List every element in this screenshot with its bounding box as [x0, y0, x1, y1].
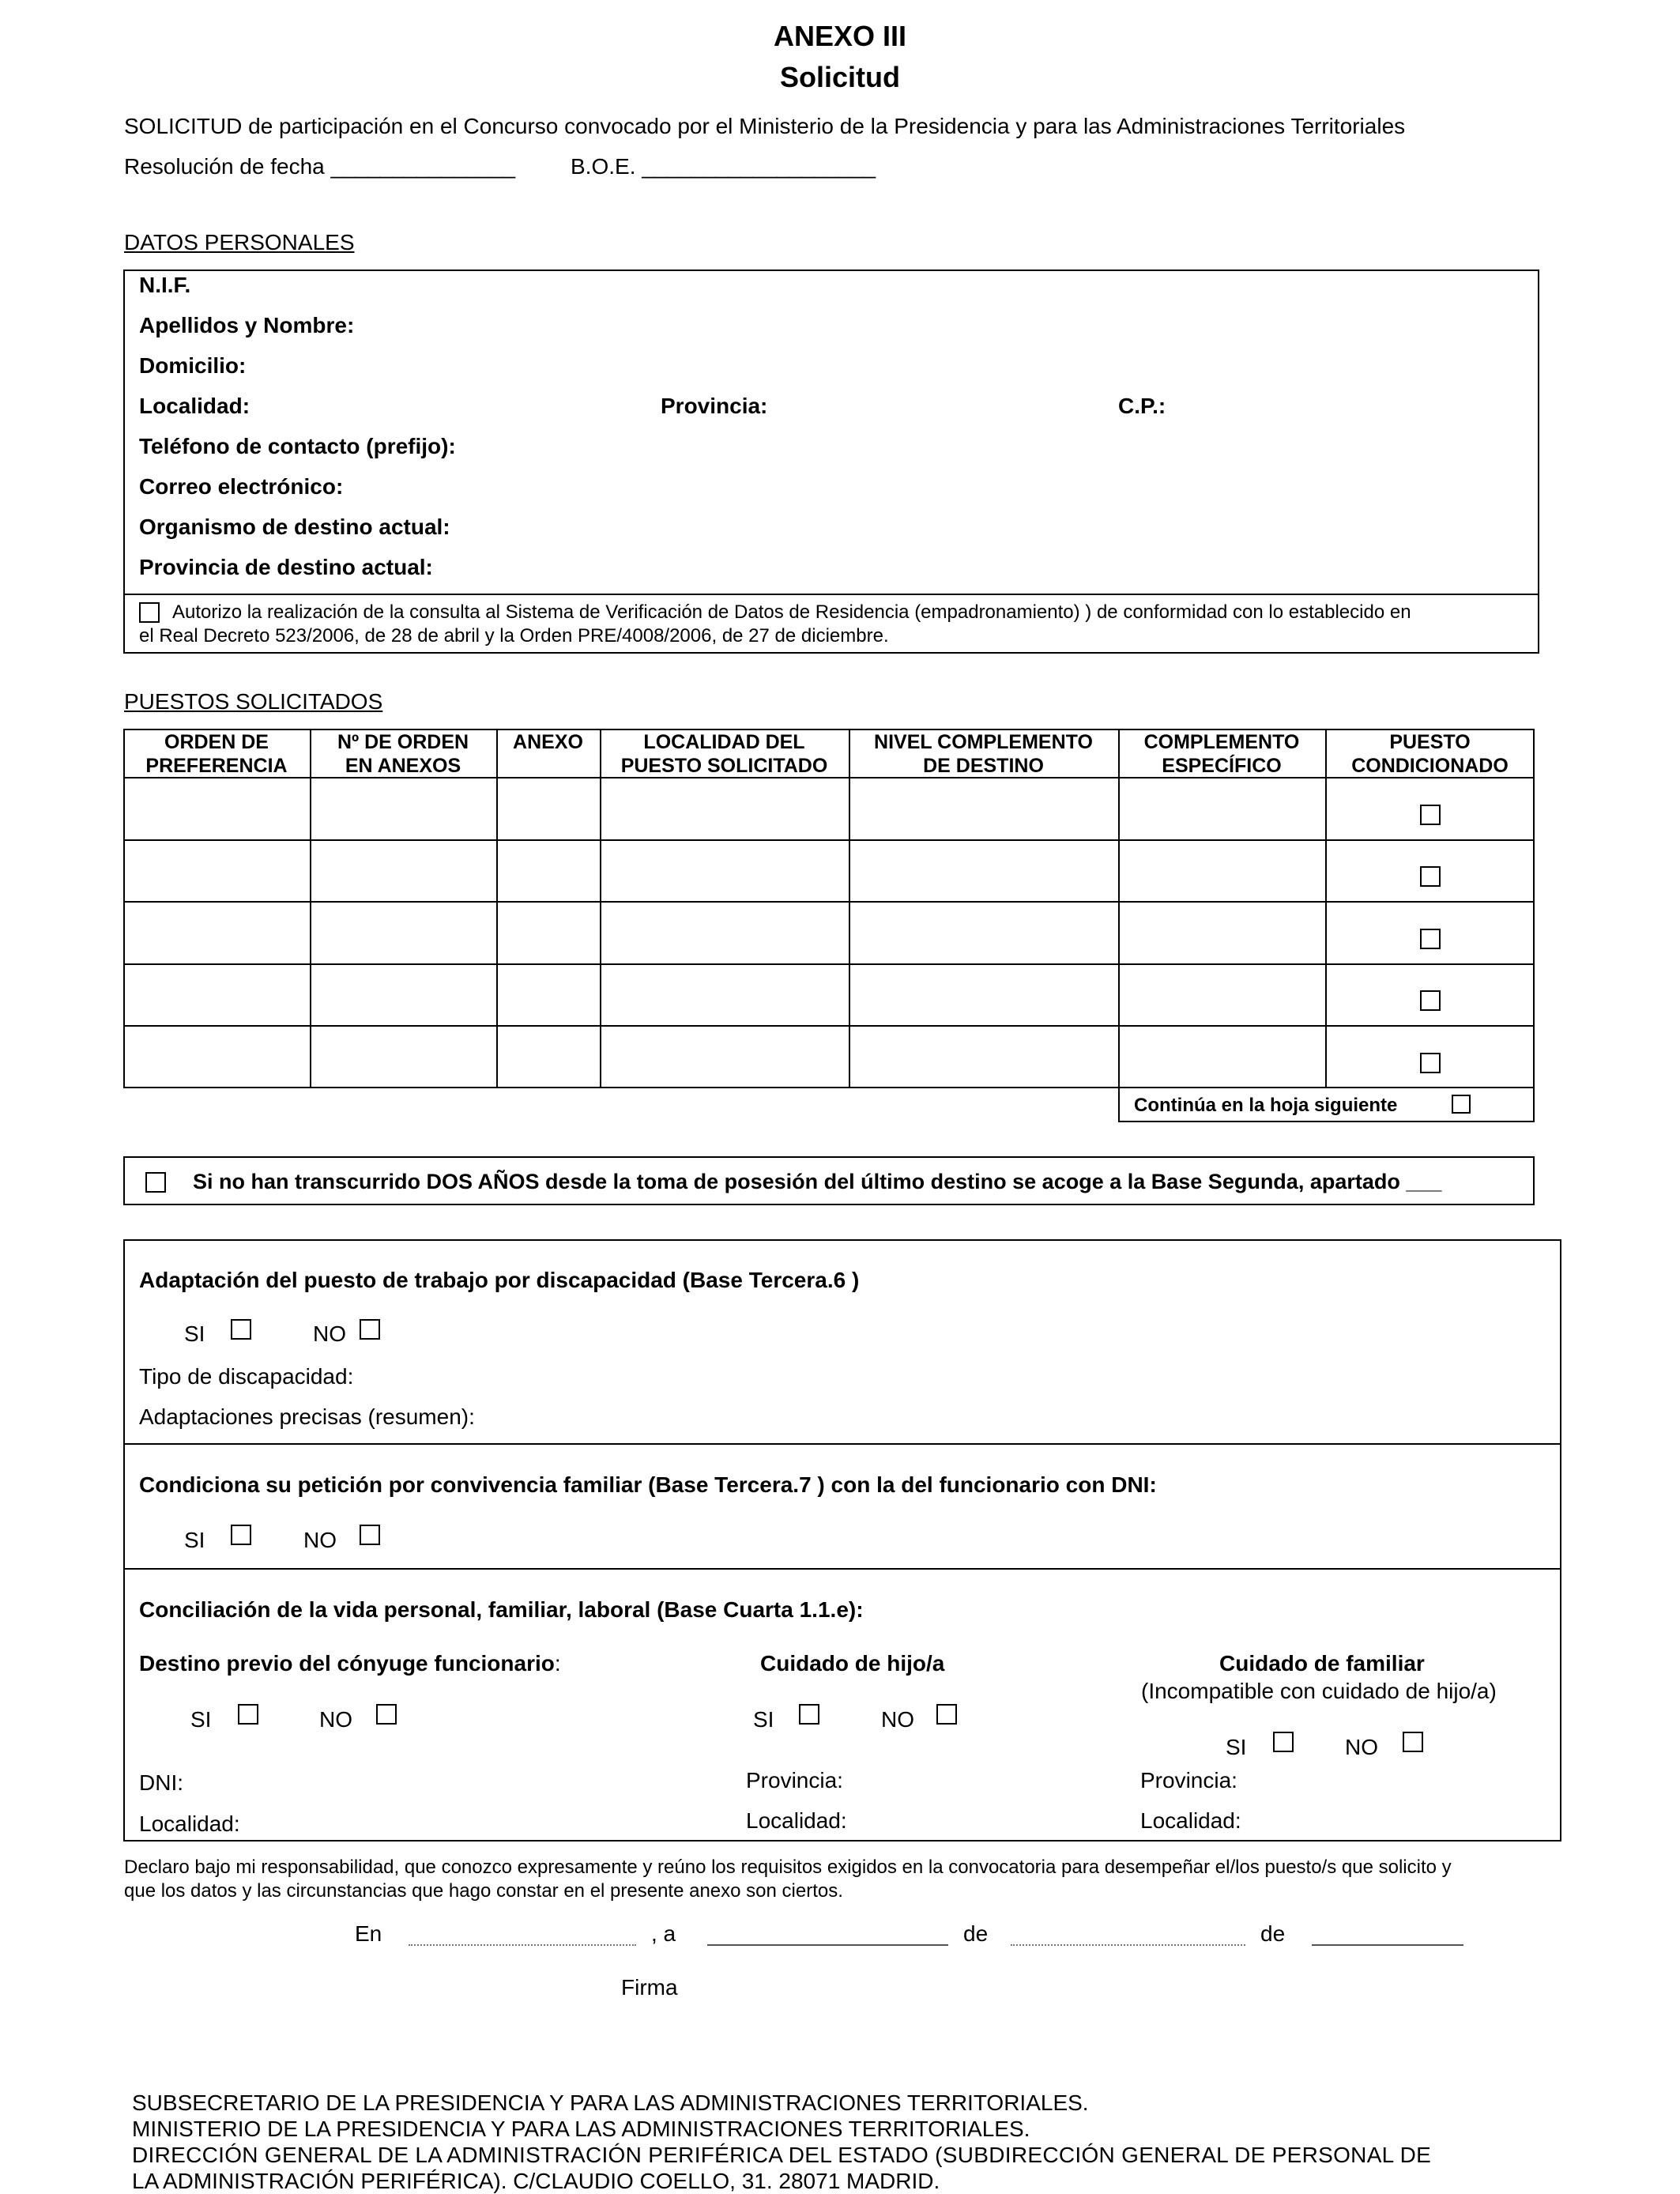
de-label-1: de [963, 1921, 989, 1946]
adaptacion-heading: Adaptación del puesto de trabajo por discapacidad (Base Tercera.6 ) [139, 1268, 860, 1292]
col-header-n-orden: Nº DE ORDEN EN ANEXOS [337, 731, 469, 777]
row-sep [123, 839, 1535, 841]
continua-checkbox[interactable] [1452, 1095, 1471, 1114]
row-sep [123, 1025, 1535, 1027]
convivencia-heading: Condiciona su petición por convivencia familiar (Base Tercera.7 ) con la del funcionario con DNI: [139, 1472, 1157, 1497]
familiar-note: (Incompatible con cuidado de hijo/a) [1141, 1679, 1497, 1703]
de-label-2: de [1260, 1921, 1286, 1946]
col-sep [1325, 729, 1327, 1088]
telefono-label: Teléfono de contacto (prefijo): [139, 434, 456, 458]
hijo-si-checkbox[interactable] [799, 1704, 819, 1725]
conyuge-si-label: SI [190, 1707, 212, 1732]
row-sep [123, 963, 1535, 965]
hijo-heading: Cuidado de hijo/a [760, 1651, 945, 1676]
condicionado-checkbox-4[interactable] [1420, 990, 1441, 1011]
autorizo-text-line1: Autorizo la realización de la consulta al Sistema de Verificación de Datos de Residencia (empadronamiento) ) de conformidad con lo establecido en [172, 601, 1411, 623]
hijo-no-label: NO [881, 1707, 914, 1732]
familiar-localidad-label: Localidad: [1140, 1808, 1241, 1833]
dos-anos-text: Si no han transcurrido DOS AÑOS desde la toma de posesión del último destino se acoge a la Base Segunda, apartado ___ [193, 1170, 1442, 1193]
form-title: Solicitud [780, 61, 900, 93]
footer-line1: SUBSECRETARIO DE LA PRESIDENCIA Y PARA LAS ADMINISTRACIONES TERRITORIALES. [132, 2090, 1089, 2115]
adaptacion-no-checkbox[interactable] [360, 1319, 380, 1340]
lugar-field[interactable] [409, 1944, 636, 1946]
dos-anos-checkbox[interactable] [145, 1172, 166, 1193]
convivencia-no-label: NO [303, 1528, 337, 1552]
col-sep [310, 729, 311, 1088]
condicionado-checkbox-3[interactable] [1420, 929, 1441, 949]
tipo-discapacidad-label: Tipo de discapacidad: [139, 1364, 354, 1389]
divider [123, 594, 1539, 595]
section-divider [123, 1568, 1561, 1570]
familiar-no-checkbox[interactable] [1403, 1732, 1423, 1752]
familiar-heading: Cuidado de familiar [1219, 1651, 1425, 1676]
localidad-label: Localidad: [139, 394, 250, 418]
familiar-si-checkbox[interactable] [1273, 1732, 1294, 1752]
condicionado-checkbox-2[interactable] [1420, 866, 1441, 887]
familiar-si-label: SI [1226, 1735, 1247, 1759]
declaracion-line2: que los datos y las circunstancias que hago constar en el presente anexo son ciertos. [124, 1880, 843, 1902]
conyuge-heading: Destino previo del cónyuge funcionario: [139, 1651, 561, 1676]
col-sep [496, 729, 498, 1088]
adaptacion-no-label: NO [313, 1321, 346, 1346]
col-sep [1118, 729, 1120, 1088]
correo-label: Correo electrónico: [139, 474, 344, 499]
puestos-heading: PUESTOS SOLICITADOS [124, 689, 383, 714]
col-header-anexo: ANEXO [513, 731, 583, 753]
mes-field[interactable] [1011, 1944, 1245, 1946]
nombre-label: Apellidos y Nombre: [139, 313, 355, 337]
conyuge-no-checkbox[interactable] [376, 1704, 397, 1725]
conyuge-si-checkbox[interactable] [238, 1704, 258, 1725]
footer-line2: MINISTERIO DE LA PRESIDENCIA Y PARA LAS ADMINISTRACIONES TERRITORIALES. [132, 2117, 1030, 2141]
col-sep [849, 729, 850, 1088]
row-sep [123, 901, 1535, 903]
hijo-no-checkbox[interactable] [936, 1704, 957, 1725]
declaracion-line1: Declaro bajo mi responsabilidad, que conozco expresamente y reúno los requisitos exigidos en la convocatoria para desempeñar el/los puesto/s que solicito y [124, 1857, 1452, 1878]
ano-field[interactable] [1312, 1944, 1463, 1946]
nif-label: N.I.F. [139, 273, 191, 297]
continua-label: Continúa en la hoja siguiente [1134, 1095, 1398, 1116]
hijo-si-label: SI [753, 1707, 774, 1732]
col-sep [600, 729, 601, 1088]
en-label: En [355, 1921, 382, 1946]
adaptaciones-label: Adaptaciones precisas (resumen): [139, 1404, 475, 1429]
condicionado-checkbox-5[interactable] [1420, 1053, 1441, 1073]
provincia-label: Provincia: [661, 394, 768, 418]
col-header-puesto-condicionado: PUESTO CONDICIONADO [1351, 731, 1509, 777]
col-header-nivel: NIVEL COMPLEMENTO DE DESTINO [874, 731, 1093, 777]
conyuge-localidad-label: Localidad: [139, 1811, 240, 1836]
autorizo-text-line2: el Real Decreto 523/2006, de 28 de abril y la Orden PRE/4008/2006, de 27 de diciembre. [139, 625, 889, 647]
footer-line3: DIRECCIÓN GENERAL DE LA ADMINISTRACIÓN PERIFÉRICA DEL ESTADO (SUBDIRECCIÓN GENERAL DE PERSONAL DE [132, 2143, 1432, 2167]
col-header-localidad: LOCALIDAD DEL PUESTO SOLICITADO [620, 731, 828, 777]
col-header-complemento: COMPLEMENTO ESPECÍFICO [1143, 731, 1300, 777]
a-label: , a [651, 1921, 676, 1946]
adaptacion-si-checkbox[interactable] [231, 1319, 251, 1340]
convivencia-no-checkbox[interactable] [360, 1525, 380, 1545]
conyuge-dni-label: DNI: [139, 1770, 183, 1795]
condicionado-checkbox-1[interactable] [1420, 805, 1441, 825]
resolucion-label: Resolución de fecha _______________ [124, 154, 516, 179]
boe-label: B.O.E. ___________________ [571, 154, 876, 179]
conciliacion-heading: Conciliación de la vida personal, familiar, laboral (Base Cuarta 1.1.e): [139, 1597, 864, 1622]
personal-heading: DATOS PERSONALES [124, 230, 355, 254]
section-divider [123, 1443, 1561, 1445]
intro-text: SOLICITUD de participación en el Concurso convocado por el Ministerio de la Presidencia y para las Administraciones Territoriales [124, 114, 1406, 138]
organismo-label: Organismo de destino actual: [139, 515, 450, 539]
dia-field[interactable] [707, 1944, 948, 1946]
autorizo-checkbox[interactable] [139, 602, 160, 623]
convivencia-si-checkbox[interactable] [231, 1525, 251, 1545]
provincia-destino-label: Provincia de destino actual: [139, 555, 433, 579]
domicilio-label: Domicilio: [139, 353, 247, 378]
conyuge-no-label: NO [319, 1707, 352, 1732]
col-header-orden: ORDEN DE PREFERENCIA [145, 731, 288, 777]
firma-label: Firma [621, 1975, 678, 2000]
convivencia-si-label: SI [184, 1528, 205, 1552]
cp-label: C.P.: [1118, 394, 1166, 418]
puestos-table [123, 729, 1535, 1088]
familiar-provincia-label: Provincia: [1140, 1768, 1237, 1793]
hijo-provincia-label: Provincia: [746, 1768, 843, 1793]
adaptacion-si-label: SI [184, 1321, 205, 1346]
hijo-localidad-label: Localidad: [746, 1808, 847, 1833]
familiar-no-label: NO [1345, 1735, 1378, 1759]
footer-line4: LA ADMINISTRACIÓN PERIFÉRICA). C/CLAUDIO COELLO, 31. 28071 MADRID. [132, 2169, 940, 2193]
annex-title: ANEXO III [773, 20, 907, 52]
